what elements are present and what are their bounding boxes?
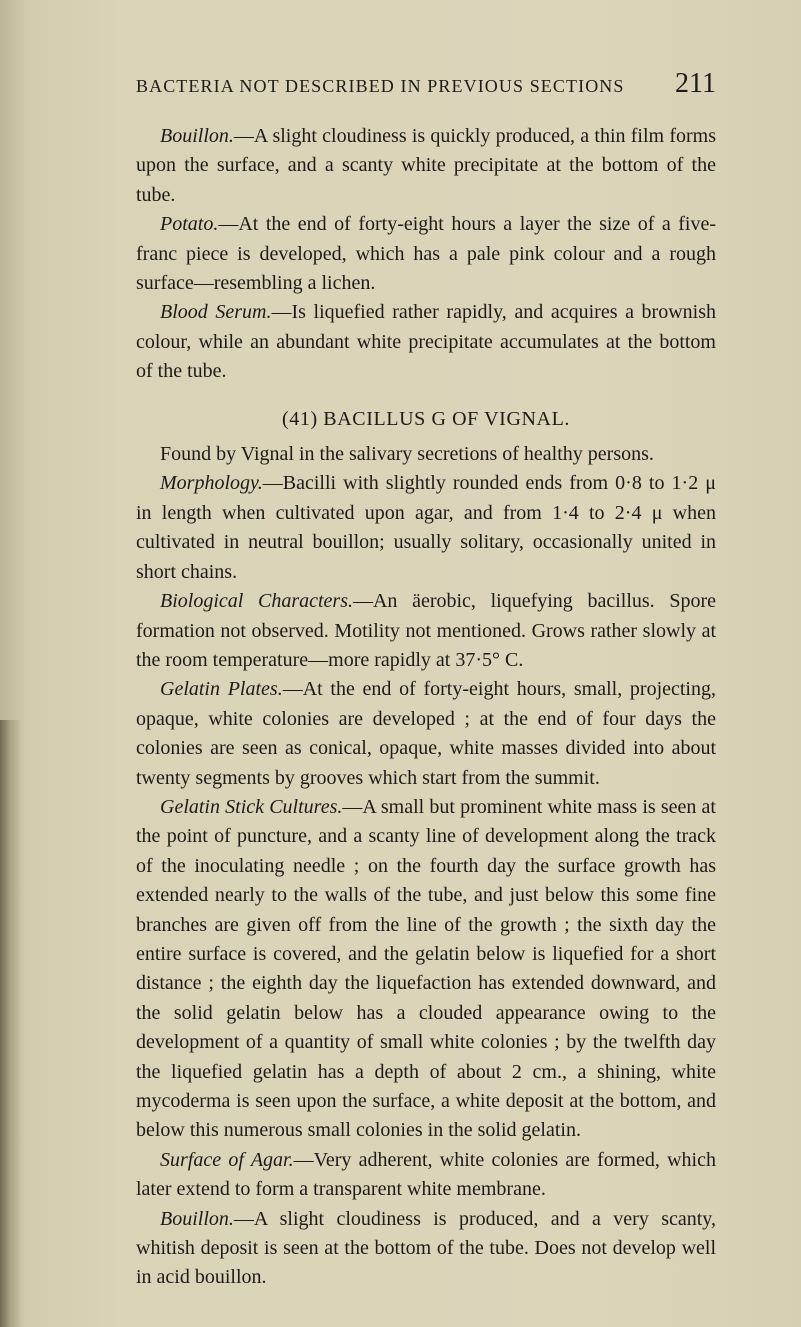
- paragraph-lead: Gelatin Stick Cultures.: [160, 795, 343, 818]
- paragraph-intro: Found by Vignal in the salivary secretions of healthy persons.: [160, 443, 654, 466]
- running-head: [136, 68, 716, 102]
- paragraph-body: —A slight cloudiness is produced, and a very scanty, whitish deposit is seen at the bottom of the tube. Does not develop well in acid bouillon.: [136, 1207, 716, 1289]
- paragraph-potato: [136, 210, 716, 298]
- paragraph-lead: Morphology.: [160, 472, 263, 495]
- paragraph-body: —Bacilli with slightly rounded ends from 0·8 to 1·2 μ in length when cultivated upon agar, and from 1·4 to 2·4 μ when cultivated in neutral bouillon; usually solitary, occasionally united in short chains.: [136, 472, 716, 583]
- paragraph-body: —Very adherent, white colonies are formed, which later extend to form a transparent white membrane.: [136, 1148, 716, 1201]
- paragraph-body: —A small but prominent white mass is seen at the point of puncture, and a scanty line of development along the track of the inoculating needle ; on the fourth day the surface growth has extended nearly to the walls of the tube, and just below this some fine branches are given off from the line of the growth ; the sixth day the entire surface is covered, and the gelatin below is liquefied for a short distance ; the eighth day the liquefaction has extended downward, and the solid gelatin below has a clouded appearance owing to the development of a quantity of small white colonies ; by the twelfth day the liquefied gelatin has a depth of about 2 cm., a shining, white mycoderma is seen upon the surface, a white deposit at the bottom, and below this numerous small colonies in the solid gelatin.: [136, 795, 716, 1142]
- paragraph-body: —At the end of forty-eight hours a layer the size of a five-franc piece is developed, which has a pale pink colour and a rough surface—resembling a lichen.: [136, 213, 716, 295]
- paragraph-morphology: [136, 469, 716, 587]
- page-edge-shadow: [0, 720, 22, 1327]
- paragraph-surface-of-agar: [136, 1146, 716, 1205]
- paragraph-biological-characters: [136, 587, 716, 675]
- paragraph-lead: Biological Characters.: [160, 590, 353, 613]
- paragraph-bouillon: [136, 122, 716, 210]
- paragraph-blood-serum: [136, 298, 716, 386]
- paragraph-lead: Bouillon.: [160, 1207, 234, 1230]
- paragraph-gelatin-plates: [136, 675, 716, 793]
- paragraph-lead: Gelatin Plates.: [160, 678, 283, 701]
- paragraph-body: —An äerobic, liquefying bacillus. Spore formation not observed. Motility not mentioned. Grows rather slowly at the room temperature—more rapidly at 37·5° C.: [136, 590, 716, 671]
- paragraph-gelatin-stick-cultures: [136, 793, 716, 1146]
- paragraph-body: —Is liquefied rather rapidly, and acquires a brownish colour, while an abundant white precipitate accumulates at the bottom of the tube.: [136, 301, 716, 383]
- paragraph-body: —A slight cloudiness is quickly produced, a thin film forms upon the surface, and a scanty white precipitate at the bottom of the tube.: [136, 125, 716, 206]
- paragraph-lead: Blood Serum.: [160, 301, 272, 324]
- running-head-title: BACTERIA NOT DESCRIBED IN PREVIOUS SECTIONS: [136, 76, 625, 96]
- body-text: [136, 122, 716, 1293]
- paragraph-bouillon-2: [136, 1205, 716, 1293]
- paragraph-lead: Potato.: [160, 213, 219, 236]
- section-heading: (41) BACILLUS G OF VIGNAL.: [281, 407, 570, 430]
- page-number: 211: [675, 68, 716, 99]
- paragraph-lead: Bouillon.: [160, 125, 234, 147]
- paragraph-lead: Surface of Agar.: [160, 1148, 294, 1171]
- paragraph-body: —At the end of forty-eight hours, small, projecting, opaque, white colonies are developed ; at the end of four days the colonies are seen as conical, opaque, white masses divided into about twenty segments by grooves which start from the summit.: [136, 678, 716, 789]
